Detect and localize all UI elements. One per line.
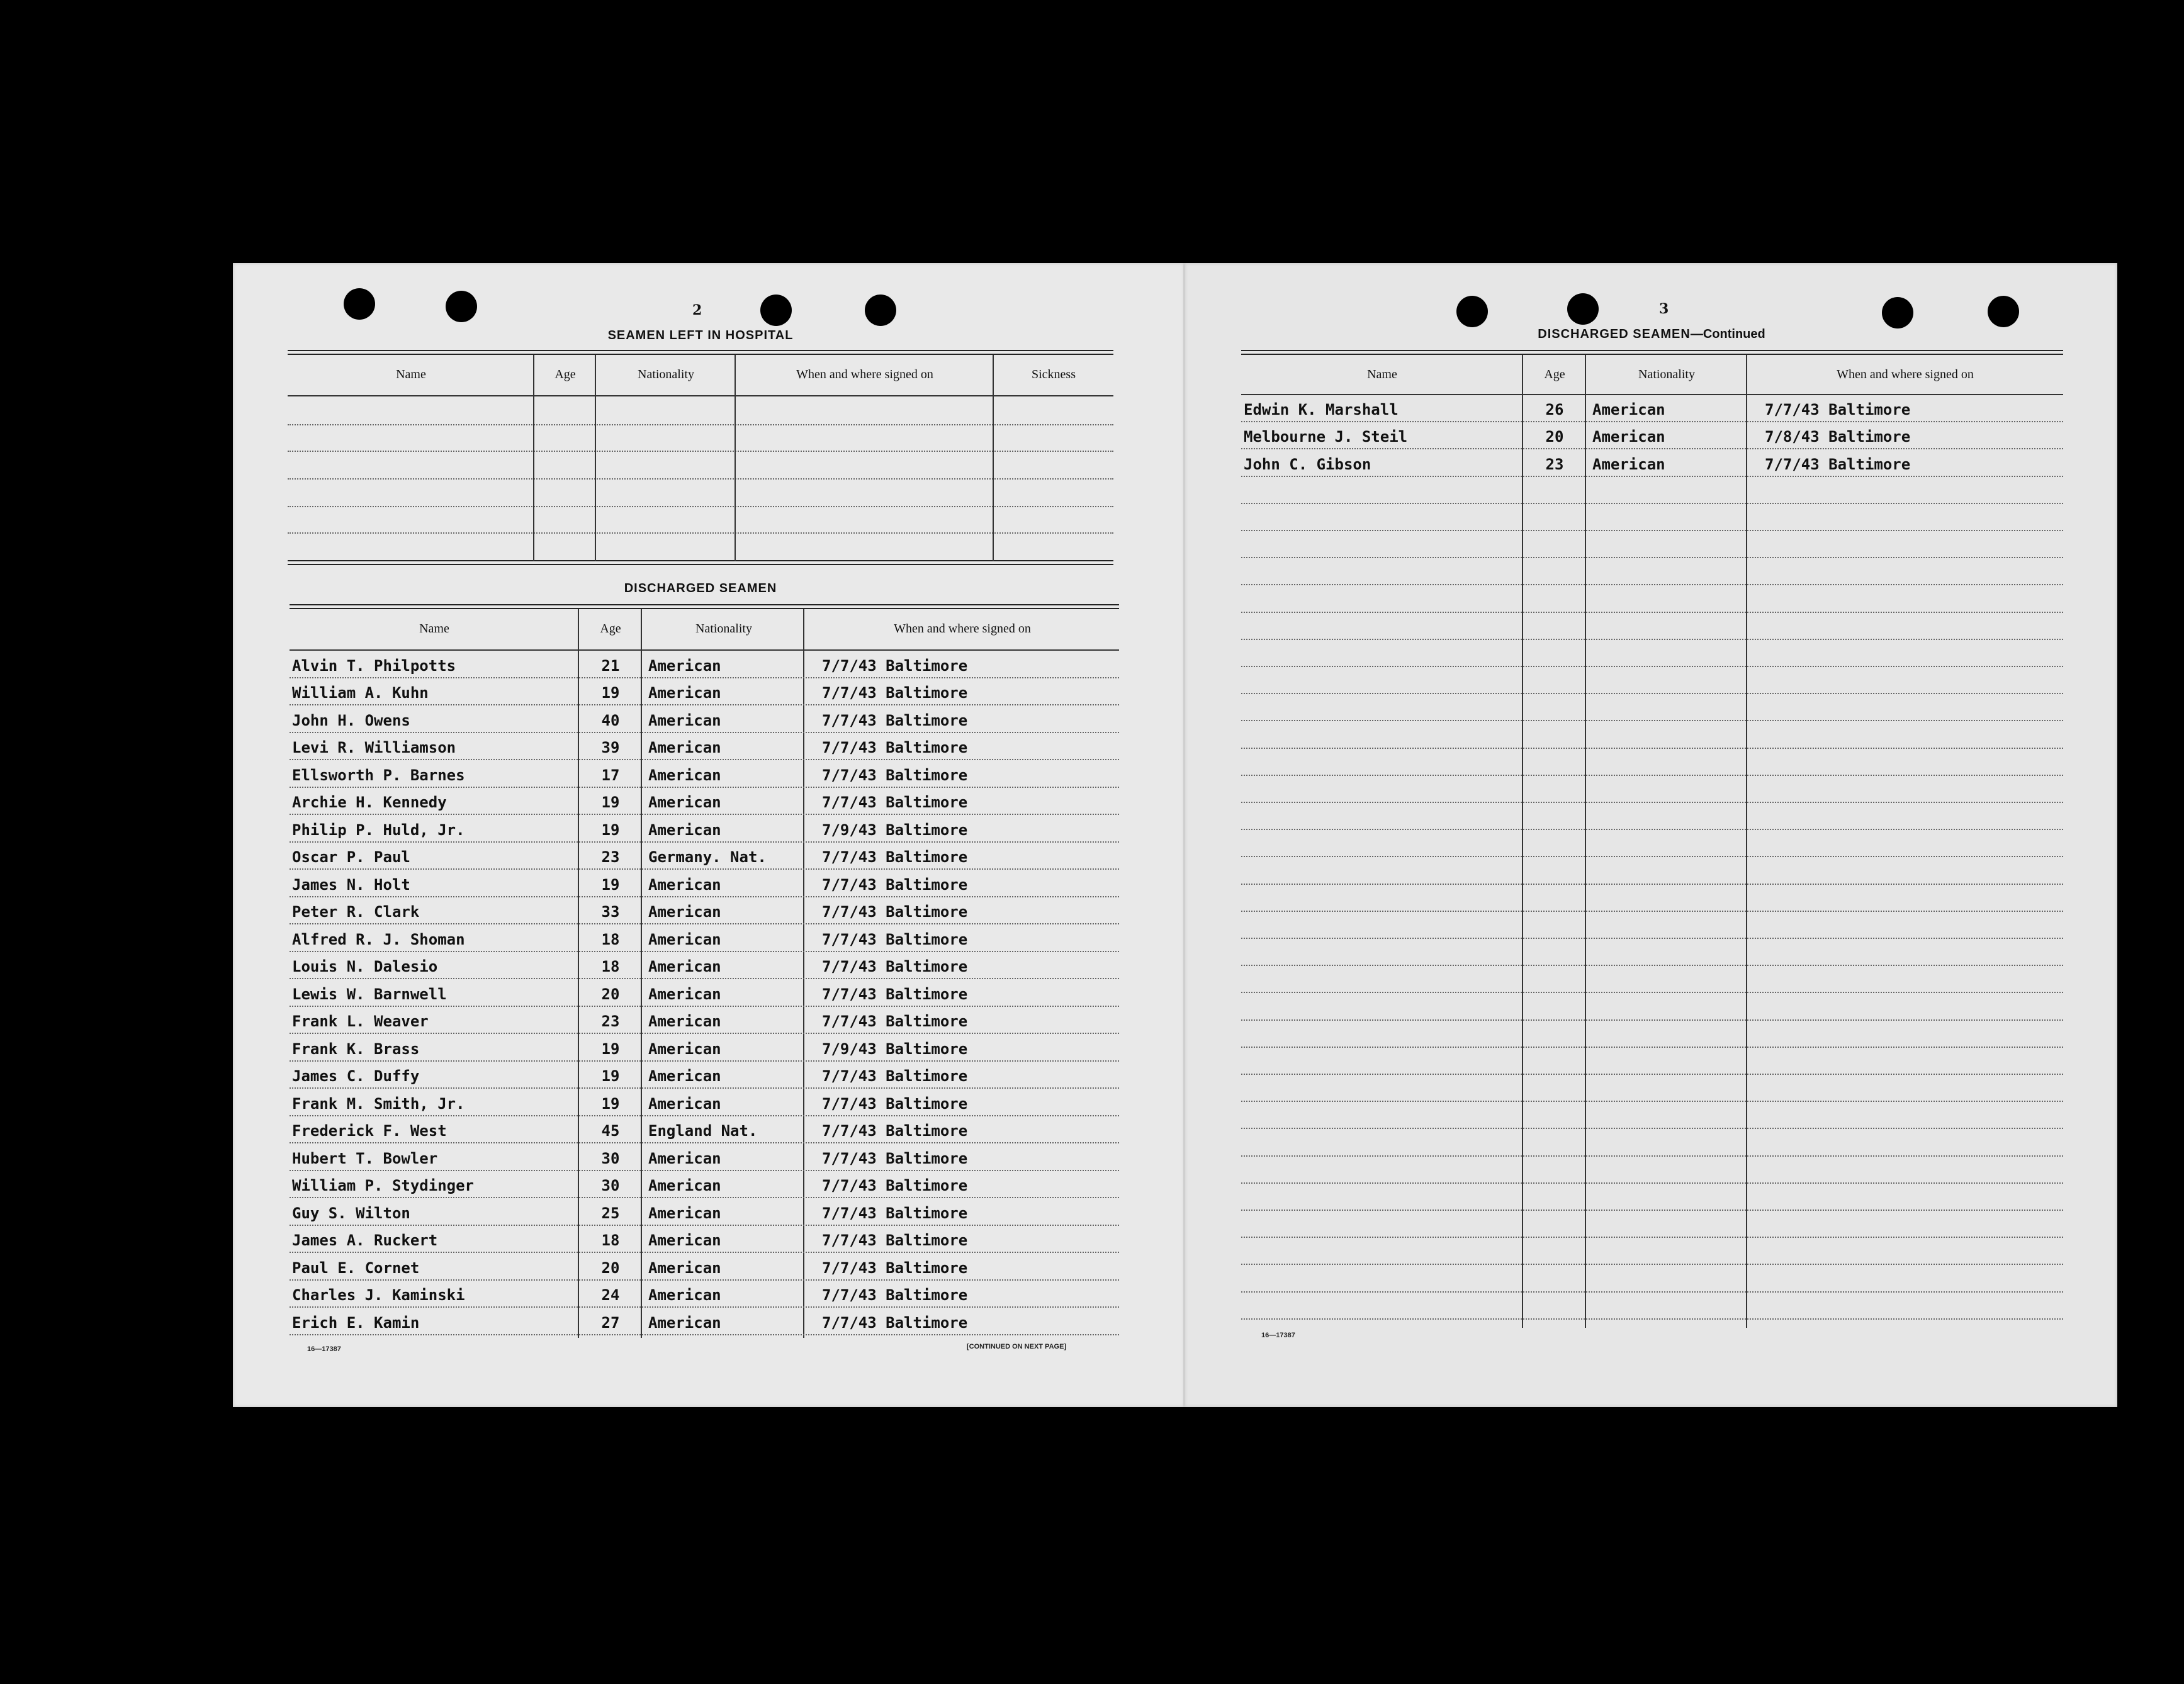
seaman-name: Hubert T. Bowler (292, 1149, 438, 1167)
punch-hole-icon (1567, 293, 1599, 325)
table-row (1241, 401, 2063, 418)
hospital-table (288, 350, 1113, 570)
seaman-nationality: American (648, 766, 721, 784)
signed-on-date-place: 7/7/43 Baltimore (822, 1122, 968, 1140)
col-header-age: Age (600, 622, 621, 636)
seaman-name: Frank K. Brass (292, 1040, 420, 1058)
seaman-age: 20 (1545, 428, 1564, 446)
seaman-age: 19 (601, 684, 620, 702)
table-row (290, 1122, 1119, 1140)
table-row (290, 1013, 1119, 1030)
seaman-name: John C. Gibson (1244, 455, 1371, 473)
seaman-nationality: American (648, 1259, 721, 1277)
signed-on-date-place: 7/7/43 Baltimore (822, 1232, 968, 1249)
col-header-sickness: Sickness (1032, 368, 1076, 381)
signed-on-date-place: 7/7/43 Baltimore (822, 1094, 968, 1113)
seaman-name: Ellsworth P. Barnes (292, 766, 465, 784)
seaman-name: Edwin K. Marshall (1244, 401, 1399, 419)
signed-on-date-place: 7/7/43 Baltimore (822, 1067, 968, 1085)
seaman-age: 33 (601, 903, 620, 921)
col-header-nationality: Nationality (638, 368, 694, 381)
punch-hole-icon (1456, 296, 1488, 327)
seaman-nationality: American (648, 1204, 721, 1222)
table-row (290, 903, 1119, 921)
seaman-age: 39 (601, 739, 620, 756)
form-number: 16—17387 (307, 1345, 341, 1353)
seaman-age: 30 (601, 1177, 620, 1194)
seaman-age: 19 (601, 1067, 620, 1085)
seaman-age: 20 (601, 985, 620, 1003)
table-row (290, 684, 1119, 702)
seaman-nationality: American (648, 821, 721, 839)
seaman-age: 27 (601, 1313, 620, 1332)
seaman-nationality: American (648, 1094, 721, 1113)
seaman-name: Erich E. Kamin (292, 1313, 420, 1332)
table-row (290, 1150, 1119, 1167)
col-header-age: Age (554, 368, 576, 381)
table-row (290, 1286, 1119, 1304)
seaman-nationality: American (648, 1040, 721, 1058)
table-row (290, 657, 1119, 675)
seaman-age: 19 (601, 1040, 620, 1058)
signed-on-date-place: 7/9/43 Baltimore (822, 1040, 968, 1058)
seaman-nationality: American (648, 794, 721, 811)
signed-on-date-place: 7/7/43 Baltimore (1765, 401, 1911, 419)
seaman-nationality: American (648, 1013, 721, 1030)
punch-hole-icon (1882, 297, 1913, 328)
signed-on-date-place: 7/7/43 Baltimore (822, 903, 968, 921)
seaman-nationality: American (648, 684, 721, 702)
signed-on-date-place: 7/7/43 Baltimore (1765, 455, 1911, 473)
seaman-age: 19 (601, 794, 620, 811)
seaman-age: 18 (601, 1232, 620, 1249)
seaman-age: 19 (601, 875, 620, 894)
seaman-nationality: American (648, 930, 721, 948)
col-header-name: Name (1367, 368, 1397, 381)
table-row (290, 1067, 1119, 1085)
seaman-name: Guy S. Wilton (292, 1204, 410, 1222)
seaman-nationality: American (648, 958, 721, 975)
seaman-age: 19 (601, 1094, 620, 1113)
seaman-name: Levi R. Williamson (292, 739, 456, 756)
table-row (290, 848, 1119, 866)
table-row (290, 931, 1119, 948)
table-row (290, 794, 1119, 811)
seaman-age: 45 (601, 1122, 620, 1140)
signed-on-date-place: 7/7/43 Baltimore (822, 711, 968, 729)
signed-on-date-place: 7/7/43 Baltimore (822, 766, 968, 784)
seaman-nationality: American (648, 656, 721, 675)
table-row (290, 1232, 1119, 1249)
seaman-age: 20 (601, 1259, 620, 1277)
col-header-name: Name (396, 368, 426, 381)
signed-on-date-place: 7/7/43 Baltimore (822, 985, 968, 1003)
hospital-section-title: SEAMEN LEFT IN HOSPITAL (607, 328, 794, 342)
signed-on-date-place: 7/7/43 Baltimore (822, 1259, 968, 1277)
seaman-name: Lewis W. Barnwell (292, 985, 447, 1003)
col-header-name: Name (419, 622, 449, 636)
table-row (290, 958, 1119, 975)
punch-hole-icon (446, 291, 477, 322)
col-header-age: Age (1544, 368, 1565, 381)
seaman-nationality: American (648, 985, 721, 1003)
table-row (290, 1177, 1119, 1194)
seaman-name: James N. Holt (292, 875, 410, 894)
seaman-name: Charles J. Kaminski (292, 1286, 465, 1304)
seaman-age: 23 (1545, 455, 1564, 473)
page-fold (1183, 263, 1185, 1407)
seaman-name: Paul E. Cornet (292, 1259, 420, 1277)
table-row (290, 1314, 1119, 1332)
seaman-name: Philip P. Huld, Jr. (292, 821, 465, 839)
seaman-nationality: American (648, 1313, 721, 1332)
form-number: 16—17387 (1261, 1332, 1295, 1339)
table-row (290, 1040, 1119, 1058)
seaman-age: 21 (601, 656, 620, 675)
col-header-signed: When and where signed on (796, 368, 933, 381)
table-row (1241, 456, 2063, 473)
page-number: 2 (692, 302, 702, 318)
seaman-age: 19 (601, 821, 620, 839)
seaman-nationality: American (648, 903, 721, 921)
signed-on-date-place: 7/7/43 Baltimore (822, 1149, 968, 1167)
table-row (290, 739, 1119, 756)
seaman-nationality: American (648, 711, 721, 729)
discharged-section-title: DISCHARGED SEAMEN (624, 581, 777, 595)
seaman-name: Louis N. Dalesio (292, 958, 438, 975)
seaman-name: Frederick F. West (292, 1122, 447, 1140)
seaman-nationality: American (648, 1232, 721, 1249)
table-row (290, 1095, 1119, 1113)
table-row (290, 876, 1119, 894)
seaman-name: James A. Ruckert (292, 1232, 438, 1249)
continued-note: [CONTINUED ON NEXT PAGE] (967, 1343, 1067, 1350)
table-row (290, 1259, 1119, 1277)
signed-on-date-place: 7/7/43 Baltimore (822, 848, 968, 866)
signed-on-date-place: 7/7/43 Baltimore (822, 930, 968, 948)
seaman-nationality: American (648, 1286, 721, 1304)
seaman-age: 18 (601, 930, 620, 948)
signed-on-date-place: 7/7/43 Baltimore (822, 739, 968, 756)
signed-on-date-place: 7/7/43 Baltimore (822, 656, 968, 675)
seaman-nationality: American (648, 1177, 721, 1194)
table-row (290, 712, 1119, 729)
seaman-name: William A. Kuhn (292, 684, 429, 702)
col-header-nationality: Nationality (695, 622, 752, 636)
seaman-age: 24 (601, 1286, 620, 1304)
seaman-name: Alfred R. J. Shoman (292, 930, 465, 948)
seaman-nationality: England Nat. (648, 1122, 758, 1140)
signed-on-date-place: 7/7/43 Baltimore (822, 958, 968, 975)
seaman-age: 23 (601, 1013, 620, 1030)
signed-on-date-place: 7/8/43 Baltimore (1765, 428, 1911, 446)
signed-on-date-place: 7/7/43 Baltimore (822, 875, 968, 894)
col-header-signed: When and where signed on (894, 622, 1031, 636)
seaman-nationality: American (648, 739, 721, 756)
signed-on-date-place: 7/7/43 Baltimore (822, 794, 968, 811)
seaman-nationality: American (1592, 401, 1665, 419)
seaman-nationality: American (1592, 455, 1665, 473)
seaman-name: Frank L. Weaver (292, 1013, 429, 1030)
seaman-name: Frank M. Smith, Jr. (292, 1094, 465, 1113)
seaman-age: 30 (601, 1149, 620, 1167)
seaman-nationality: American (648, 1149, 721, 1167)
seaman-age: 25 (601, 1204, 620, 1222)
col-header-nationality: Nationality (1638, 368, 1695, 381)
seaman-age: 23 (601, 848, 620, 866)
seaman-name: Melbourne J. Steil (1244, 428, 1408, 446)
discharged-continued-table (1241, 350, 2063, 1325)
seaman-name: James C. Duffy (292, 1067, 420, 1085)
signed-on-date-place: 7/7/43 Baltimore (822, 1204, 968, 1222)
seaman-name: William P. Stydinger (292, 1177, 474, 1194)
seaman-nationality: American (1592, 428, 1665, 446)
seaman-name: Archie H. Kennedy (292, 794, 447, 811)
signed-on-date-place: 7/7/43 Baltimore (822, 1313, 968, 1332)
seaman-name: Oscar P. Paul (292, 848, 410, 866)
seaman-age: 18 (601, 958, 620, 975)
table-row (290, 821, 1119, 839)
signed-on-date-place: 7/7/43 Baltimore (822, 1177, 968, 1194)
punch-hole-icon (344, 288, 375, 320)
seaman-nationality: American (648, 1067, 721, 1085)
discharged-table (290, 604, 1119, 1338)
signed-on-date-place: 7/9/43 Baltimore (822, 821, 968, 839)
table-row (290, 1204, 1119, 1222)
seaman-name: Alvin T. Philpotts (292, 656, 456, 675)
seaman-nationality: Germany. Nat. (648, 848, 767, 866)
seaman-age: 40 (601, 711, 620, 729)
table-row (290, 766, 1119, 784)
table-row (290, 985, 1119, 1003)
signed-on-date-place: 7/7/43 Baltimore (822, 1286, 968, 1304)
seaman-name: Peter R. Clark (292, 903, 420, 921)
seaman-name: John H. Owens (292, 711, 410, 729)
table-row (1241, 428, 2063, 446)
signed-on-date-place: 7/7/43 Baltimore (822, 684, 968, 702)
seaman-nationality: American (648, 875, 721, 894)
discharged-continued-title (1241, 327, 2062, 342)
section-title-continued: —Continued (1690, 327, 1765, 341)
punch-hole-icon (760, 295, 792, 326)
seaman-age: 17 (601, 766, 620, 784)
punch-hole-icon (1988, 296, 2019, 327)
col-header-signed: When and where signed on (1837, 368, 1974, 381)
section-title-main: DISCHARGED SEAMEN (1538, 327, 1691, 341)
page-number: 3 (1659, 301, 1669, 317)
signed-on-date-place: 7/7/43 Baltimore (822, 1013, 968, 1030)
seaman-age: 26 (1545, 401, 1564, 419)
punch-hole-icon (865, 295, 896, 326)
